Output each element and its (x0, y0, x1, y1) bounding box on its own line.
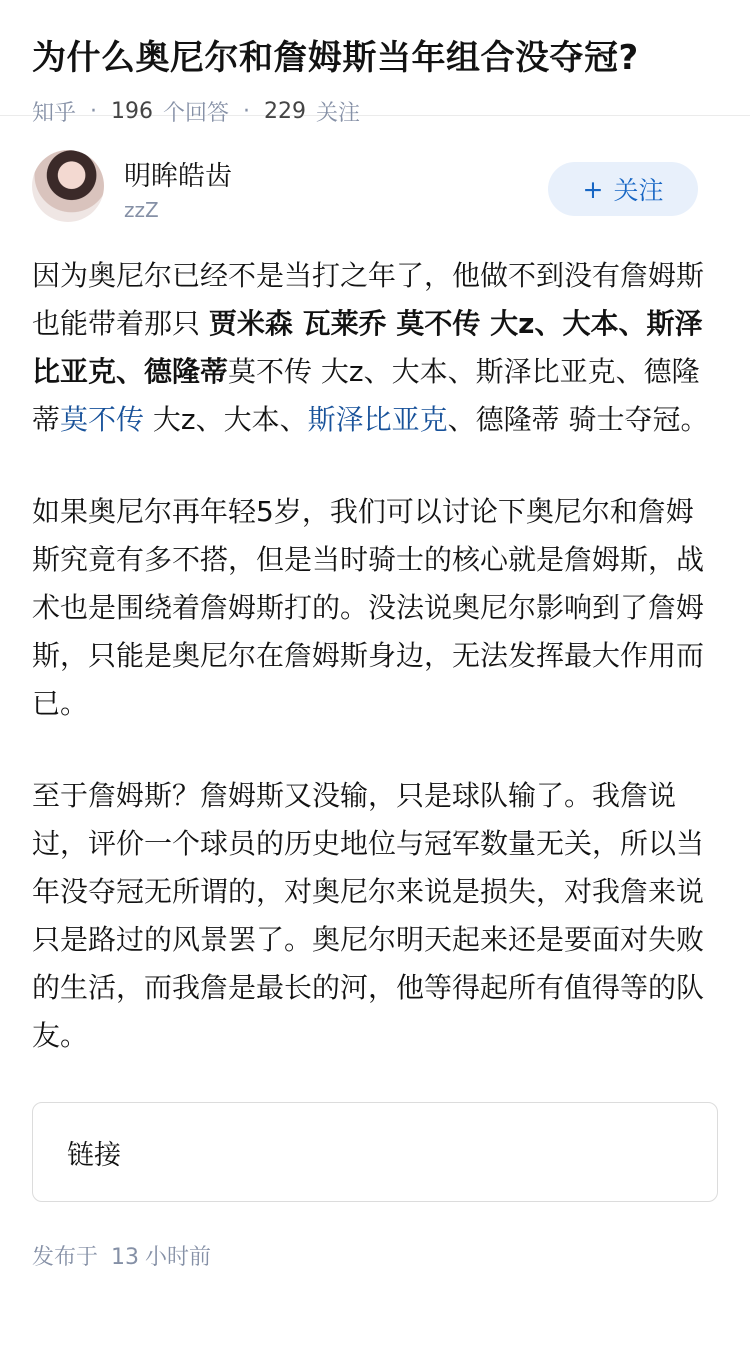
author-bio: zzZ (124, 198, 159, 222)
follow-button-label: 关注 (613, 176, 664, 205)
author-name[interactable]: 明眸皓齿 (124, 161, 232, 192)
avatar[interactable] (32, 150, 104, 222)
plus-icon: + (582, 174, 604, 204)
publish-time (0, 1240, 750, 1271)
publish-number: 13 (111, 1245, 140, 1270)
answer-paragraph: 如果奥尼尔再年轻5岁，我们可以讨论下奥尼尔和詹姆斯究竟有多不搭，但是当时骑士的核心就是詹姆斯，战术也是围绕着詹姆斯打的。没法说奥尼尔影响到了詹姆斯，只能是奥尼尔在詹姆斯身边，无法发挥最大作用而已。 (32, 495, 705, 720)
follower-count-label[interactable]: 关注 (316, 101, 361, 126)
publish-prefix: 发布于 (32, 1245, 99, 1270)
follow-button[interactable] (548, 162, 698, 216)
question-header (0, 0, 750, 126)
author-row (0, 150, 750, 260)
answer-paragraph (32, 252, 718, 444)
answer-text: 莫不传 大z、大本、斯泽比亚克、德隆蒂 (32, 355, 700, 436)
answer-count: 196 (111, 99, 154, 124)
answer-content (0, 252, 750, 1060)
follower-count: 229 (264, 99, 307, 124)
inline-link[interactable]: 莫不传 (60, 403, 145, 436)
inline-link[interactable]: 斯泽比亚克 (307, 403, 448, 436)
answer-count-label[interactable]: 个回答 (163, 101, 230, 126)
answer-paragraph: 至于詹姆斯？詹姆斯又没输，只是球队输了。我詹说过，评价一个球员的历史地位与冠军数量无关，所以当年没夺冠无所谓的，对奥尼尔来说是损失，对我詹来说只是路过的风景罢了。奥尼尔明天起来还是要面对失败的生活，而我詹是最长的河，他等得起所有值得等的队友。 (32, 779, 705, 1052)
answer-text: 大z、大本、 (144, 403, 308, 436)
question-title[interactable]: 为什么奥尼尔和詹姆斯当年组合没夺冠? (32, 38, 639, 78)
link-card[interactable] (32, 1102, 718, 1202)
source-label[interactable]: 知乎 (32, 101, 77, 126)
link-card-label: 链接 (67, 1139, 121, 1171)
answer-text: 因为奥尼尔已经不是当打之年了，他做不到没有詹姆斯也能带着那只 (32, 259, 705, 340)
publish-unit: 小时前 (145, 1245, 212, 1270)
separator-dot: · (90, 99, 98, 124)
question-meta (32, 96, 718, 127)
answer-text: 、德隆蒂 骑士夺冠。 (447, 403, 709, 436)
separator-dot: · (243, 99, 251, 124)
answer-bold-text: 贾米森 瓦莱乔 莫不传 大z、大本、斯泽比亚克、德隆蒂 (32, 307, 703, 388)
